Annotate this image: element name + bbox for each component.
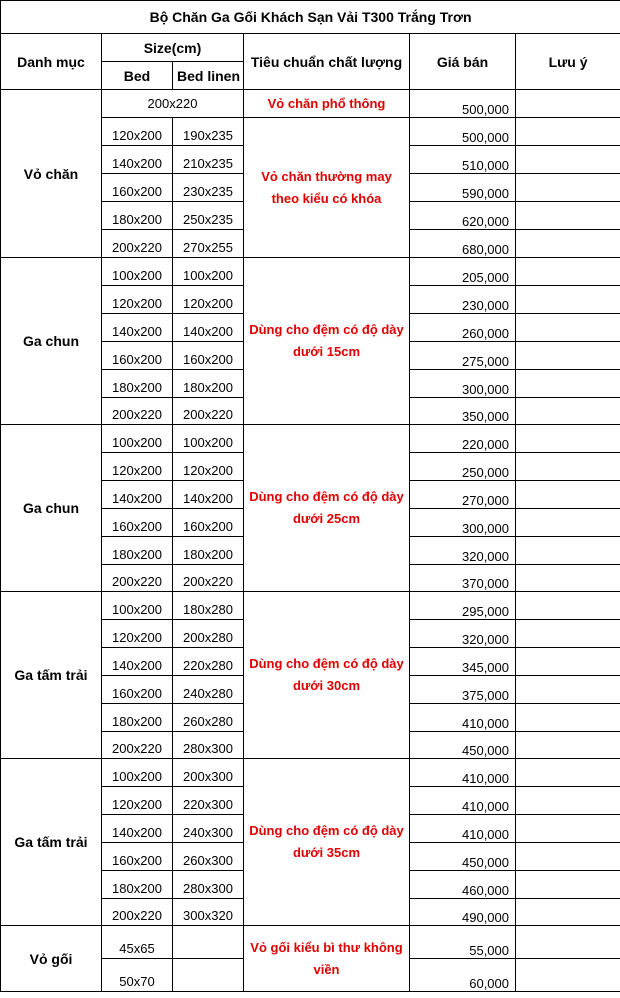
category-cell: Ga tấm trải <box>1 759 102 926</box>
price-cell: 490,000 <box>410 899 516 926</box>
price-cell: 300,000 <box>410 509 516 537</box>
linen-size-cell: 180x280 <box>173 592 244 620</box>
bed-size-cell: 160x200 <box>102 676 173 704</box>
bed-size-cell: 180x200 <box>102 370 173 398</box>
bed-size-cell: 200x220 <box>102 230 173 258</box>
note-cell <box>516 425 620 453</box>
bed-size-cell: 100x200 <box>102 759 173 787</box>
price-cell: 320,000 <box>410 537 516 565</box>
bed-size-cell: 200x220 <box>102 565 173 592</box>
price-cell: 275,000 <box>410 342 516 370</box>
bed-size-cell: 200x220 <box>102 899 173 926</box>
quality-cell: Vỏ chăn thường may theo kiểu có khóa <box>244 118 410 258</box>
note-cell <box>516 815 620 843</box>
quality-cell: Dùng cho đệm có độ dày dưới 25cm <box>244 425 410 592</box>
price-cell: 260,000 <box>410 314 516 342</box>
note-cell <box>516 676 620 704</box>
linen-size-cell: 200x280 <box>173 620 244 648</box>
linen-size-cell: 240x280 <box>173 676 244 704</box>
note-cell <box>516 230 620 258</box>
note-cell <box>516 146 620 174</box>
linen-size-cell: 240x300 <box>173 815 244 843</box>
linen-size-cell: 100x200 <box>173 258 244 286</box>
linen-size-cell: 200x300 <box>173 759 244 787</box>
header-price: Giá bán <box>410 34 516 90</box>
note-cell <box>516 342 620 370</box>
note-cell <box>516 899 620 926</box>
linen-size-cell: 200x220 <box>173 565 244 592</box>
title-row <box>1 1 620 34</box>
note-cell <box>516 787 620 815</box>
header-bed: Bed <box>102 62 173 90</box>
table-row <box>1 258 620 286</box>
bed-size-cell: 120x200 <box>102 620 173 648</box>
linen-size-cell: 220x300 <box>173 787 244 815</box>
bed-size-cell: 140x200 <box>102 481 173 509</box>
price-cell: 410,000 <box>410 815 516 843</box>
linen-size-cell: 200x220 <box>173 398 244 425</box>
price-cell: 55,000 <box>410 926 516 959</box>
linen-size-cell: 120x200 <box>173 453 244 481</box>
linen-size-cell: 180x200 <box>173 370 244 398</box>
note-cell <box>516 286 620 314</box>
size-cell: 200x220 <box>102 90 244 118</box>
price-cell: 250,000 <box>410 453 516 481</box>
linen-size-cell: 280x300 <box>173 732 244 759</box>
linen-size-cell: 230x235 <box>173 174 244 202</box>
bed-size-cell: 160x200 <box>102 509 173 537</box>
note-cell <box>516 370 620 398</box>
bed-size-cell: 120x200 <box>102 787 173 815</box>
price-cell: 345,000 <box>410 648 516 676</box>
bed-size-cell: 200x220 <box>102 398 173 425</box>
linen-size-cell: 260x280 <box>173 704 244 732</box>
note-cell <box>516 509 620 537</box>
price-cell: 320,000 <box>410 620 516 648</box>
quality-cell: Vỏ chăn phổ thông <box>244 90 410 118</box>
linen-size-cell: 220x280 <box>173 648 244 676</box>
category-cell: Ga chun <box>1 258 102 425</box>
price-cell: 410,000 <box>410 787 516 815</box>
category-cell: Ga chun <box>1 425 102 592</box>
bed-size-cell: 50x70 <box>102 959 173 992</box>
note-cell <box>516 704 620 732</box>
note-cell <box>516 871 620 899</box>
price-cell: 270,000 <box>410 481 516 509</box>
note-cell <box>516 174 620 202</box>
price-cell: 500,000 <box>410 118 516 146</box>
linen-size-cell: 250x235 <box>173 202 244 230</box>
note-cell <box>516 314 620 342</box>
note-cell <box>516 843 620 871</box>
linen-size-cell: 300x320 <box>173 899 244 926</box>
note-cell <box>516 732 620 759</box>
price-cell: 230,000 <box>410 286 516 314</box>
price-cell: 350,000 <box>410 398 516 425</box>
header-category: Danh mục <box>1 34 102 90</box>
price-cell: 60,000 <box>410 959 516 992</box>
category-cell: Vỏ gối <box>1 926 102 992</box>
bed-size-cell: 160x200 <box>102 843 173 871</box>
linen-size-cell: 210x235 <box>173 146 244 174</box>
category-cell: Vỏ chăn <box>1 90 102 258</box>
header-size: Size(cm) <box>102 34 244 62</box>
price-cell: 500,000 <box>410 90 516 118</box>
price-cell: 460,000 <box>410 871 516 899</box>
note-cell <box>516 537 620 565</box>
header-row-1 <box>1 34 620 62</box>
header-quality: Tiêu chuẩn chất lượng <box>244 34 410 90</box>
linen-size-cell <box>173 926 244 959</box>
bed-size-cell: 160x200 <box>102 174 173 202</box>
linen-size-cell <box>173 959 244 992</box>
linen-size-cell: 160x200 <box>173 509 244 537</box>
price-cell: 220,000 <box>410 425 516 453</box>
table-row <box>1 759 620 787</box>
table-row <box>1 90 620 118</box>
linen-size-cell: 270x255 <box>173 230 244 258</box>
bed-size-cell: 120x200 <box>102 286 173 314</box>
quality-cell: Dùng cho đệm có độ dày dưới 15cm <box>244 258 410 425</box>
note-cell <box>516 398 620 425</box>
bed-size-cell: 140x200 <box>102 648 173 676</box>
bed-size-cell: 100x200 <box>102 425 173 453</box>
category-cell: Ga tấm trải <box>1 592 102 759</box>
linen-size-cell: 140x200 <box>173 314 244 342</box>
quality-cell: Vỏ gối kiểu bì thư không viền <box>244 926 410 992</box>
price-cell: 410,000 <box>410 759 516 787</box>
note-cell <box>516 565 620 592</box>
bed-size-cell: 140x200 <box>102 146 173 174</box>
price-cell: 620,000 <box>410 202 516 230</box>
bed-size-cell: 45x65 <box>102 926 173 959</box>
note-cell <box>516 202 620 230</box>
quality-cell: Dùng cho đệm có độ dày dưới 35cm <box>244 759 410 926</box>
note-cell <box>516 258 620 286</box>
table-row <box>1 592 620 620</box>
table-row <box>1 926 620 959</box>
table-row <box>1 425 620 453</box>
price-cell: 450,000 <box>410 732 516 759</box>
bed-size-cell: 180x200 <box>102 871 173 899</box>
bed-size-cell: 180x200 <box>102 537 173 565</box>
price-cell: 410,000 <box>410 704 516 732</box>
header-note: Lưu ý <box>516 34 620 90</box>
bed-size-cell: 160x200 <box>102 342 173 370</box>
price-cell: 300,000 <box>410 370 516 398</box>
bed-size-cell: 100x200 <box>102 258 173 286</box>
linen-size-cell: 180x200 <box>173 537 244 565</box>
price-cell: 205,000 <box>410 258 516 286</box>
bed-size-cell: 100x200 <box>102 592 173 620</box>
linen-size-cell: 100x200 <box>173 425 244 453</box>
note-cell <box>516 959 620 992</box>
note-cell <box>516 759 620 787</box>
note-cell <box>516 648 620 676</box>
bed-size-cell: 200x220 <box>102 732 173 759</box>
price-cell: 680,000 <box>410 230 516 258</box>
price-cell: 450,000 <box>410 843 516 871</box>
note-cell <box>516 118 620 146</box>
table-title: Bộ Chăn Ga Gối Khách Sạn Vải T300 Trắng Trơn <box>1 1 620 34</box>
price-cell: 510,000 <box>410 146 516 174</box>
header-bed-linen: Bed linen <box>173 62 244 90</box>
price-cell: 370,000 <box>410 565 516 592</box>
linen-size-cell: 280x300 <box>173 871 244 899</box>
price-cell: 375,000 <box>410 676 516 704</box>
price-cell: 295,000 <box>410 592 516 620</box>
bed-size-cell: 180x200 <box>102 202 173 230</box>
bed-size-cell: 120x200 <box>102 118 173 146</box>
note-cell <box>516 620 620 648</box>
bed-size-cell: 140x200 <box>102 815 173 843</box>
linen-size-cell: 190x235 <box>173 118 244 146</box>
note-cell <box>516 592 620 620</box>
bed-size-cell: 180x200 <box>102 704 173 732</box>
price-cell: 590,000 <box>410 174 516 202</box>
linen-size-cell: 260x300 <box>173 843 244 871</box>
note-cell <box>516 453 620 481</box>
linen-size-cell: 120x200 <box>173 286 244 314</box>
bed-size-cell: 140x200 <box>102 314 173 342</box>
quality-cell: Dùng cho đệm có độ dày dưới 30cm <box>244 592 410 759</box>
bed-size-cell: 120x200 <box>102 453 173 481</box>
linen-size-cell: 140x200 <box>173 481 244 509</box>
note-cell <box>516 926 620 959</box>
note-cell <box>516 90 620 118</box>
note-cell <box>516 481 620 509</box>
linen-size-cell: 160x200 <box>173 342 244 370</box>
